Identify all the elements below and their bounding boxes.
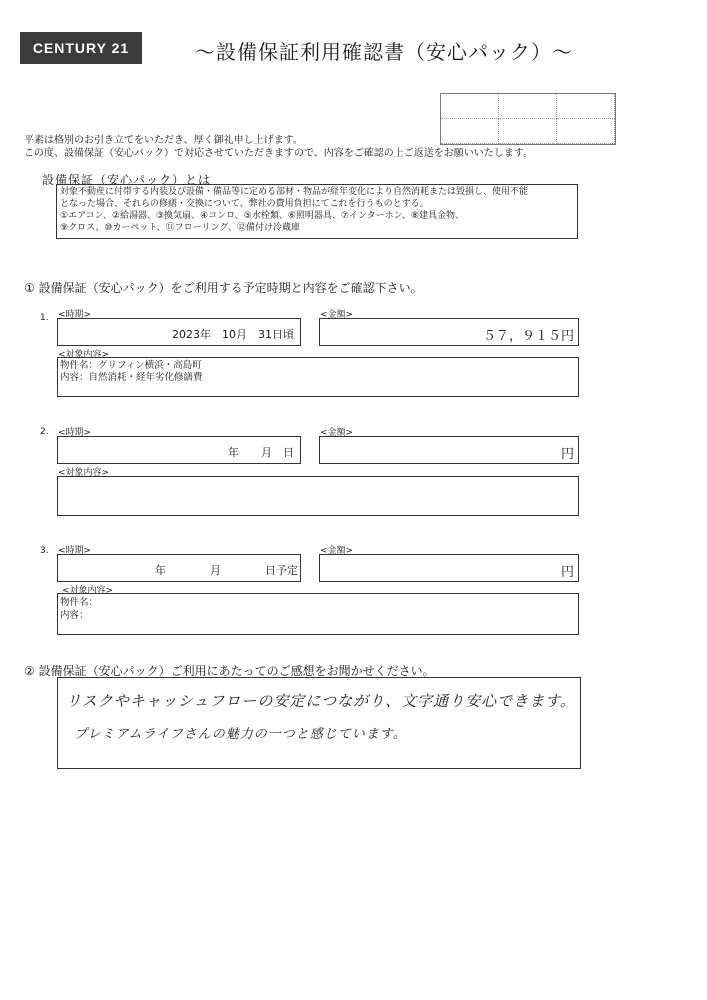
amount-field[interactable] bbox=[319, 554, 579, 582]
period-label: <時期> bbox=[58, 310, 92, 320]
amount-label: <金額> bbox=[320, 546, 354, 556]
period-field[interactable] bbox=[57, 554, 301, 582]
amount-value: 円 bbox=[560, 447, 574, 462]
definition-line-1: 対象不動産に付帯する内装及び設備・備品等に定める部材・物品が経年変化により自然消耗または毀損し、使用不能 bbox=[60, 187, 529, 197]
definition-line-3: ①エアコン、②給湯器、③換気扇、④コンロ、⑤水栓類、⑥照明器具、⑦インターホン、⑧建具金物、 bbox=[60, 211, 464, 221]
amount-field[interactable] bbox=[319, 436, 579, 464]
entry-number: 3. bbox=[40, 546, 49, 556]
period-label: <時期> bbox=[58, 546, 92, 556]
content-label: <対象内容> bbox=[58, 468, 110, 478]
definition-line-4: ⑨クロス、⑩カーペット、⑪フローリング、⑫備付け冷蔵庫 bbox=[60, 223, 301, 233]
feedback-line-1: リスクやキャッシュフローの安定につながり、文字通り安心できます。 bbox=[66, 692, 576, 710]
period-field[interactable] bbox=[57, 436, 301, 464]
content-field[interactable] bbox=[57, 593, 579, 635]
entry-number: 2. bbox=[40, 427, 49, 437]
amount-value: ５７，９１５円 bbox=[482, 329, 574, 344]
content-line-2: 内容：自然消耗・経年劣化修繕費 bbox=[60, 372, 203, 383]
definition-heading: 設備保証（安心パック）とは bbox=[42, 173, 212, 187]
content-label: <対象内容> bbox=[62, 586, 114, 596]
document-title: 〜設備保証利用確認書（安心パック）〜 bbox=[195, 40, 573, 64]
intro-text bbox=[24, 134, 533, 160]
period-value: 年 月 日予定 bbox=[155, 564, 298, 577]
definition-box bbox=[56, 184, 578, 239]
section1-heading: ① 設備保証（安心パック）をご利用する予定時期と内容をご確認下さい。 bbox=[24, 281, 423, 295]
amount-label: <金額> bbox=[320, 310, 354, 320]
amount-field[interactable] bbox=[319, 318, 579, 346]
intro-line-2: この度、設備保証（安心パック）で対応させていただきますので、内容をご確認の上ご返送をお願いいたします。 bbox=[24, 148, 533, 159]
feedback-line-2: プレミアムライフさんの魅力の一つと感じています。 bbox=[74, 727, 407, 742]
content-field[interactable] bbox=[57, 476, 579, 516]
content-label: <対象内容> bbox=[58, 350, 110, 360]
content-line-1: 物件名： bbox=[60, 597, 99, 608]
period-label: <時期> bbox=[58, 428, 92, 438]
content-line-2: 内容： bbox=[60, 610, 89, 621]
feedback-box[interactable] bbox=[57, 677, 581, 769]
amount-value: 円 bbox=[560, 565, 574, 580]
content-line-1: 物件名：グリフィン横浜・高島町 bbox=[60, 360, 202, 371]
period-field[interactable] bbox=[57, 318, 301, 346]
definition-line-2: となった場合、それらの修繕・交換について、弊社の費用負担にてこれを行うものとする。 bbox=[60, 199, 429, 209]
amount-label: <金額> bbox=[320, 428, 354, 438]
entry-number: 1. bbox=[40, 313, 49, 323]
intro-line-1: 平素は格別のお引き立てをいただき、厚く御礼申し上げます。 bbox=[24, 135, 303, 146]
period-value: 年 月 日 bbox=[228, 446, 294, 459]
content-field[interactable] bbox=[57, 357, 579, 397]
section2-heading: ② 設備保証（安心パック）ご利用にあたってのご感想をお聞かせください。 bbox=[24, 664, 435, 678]
century21-logo: CENTURY 21 bbox=[20, 32, 142, 64]
period-value: 2023年 10月 31日頃 bbox=[172, 328, 294, 341]
